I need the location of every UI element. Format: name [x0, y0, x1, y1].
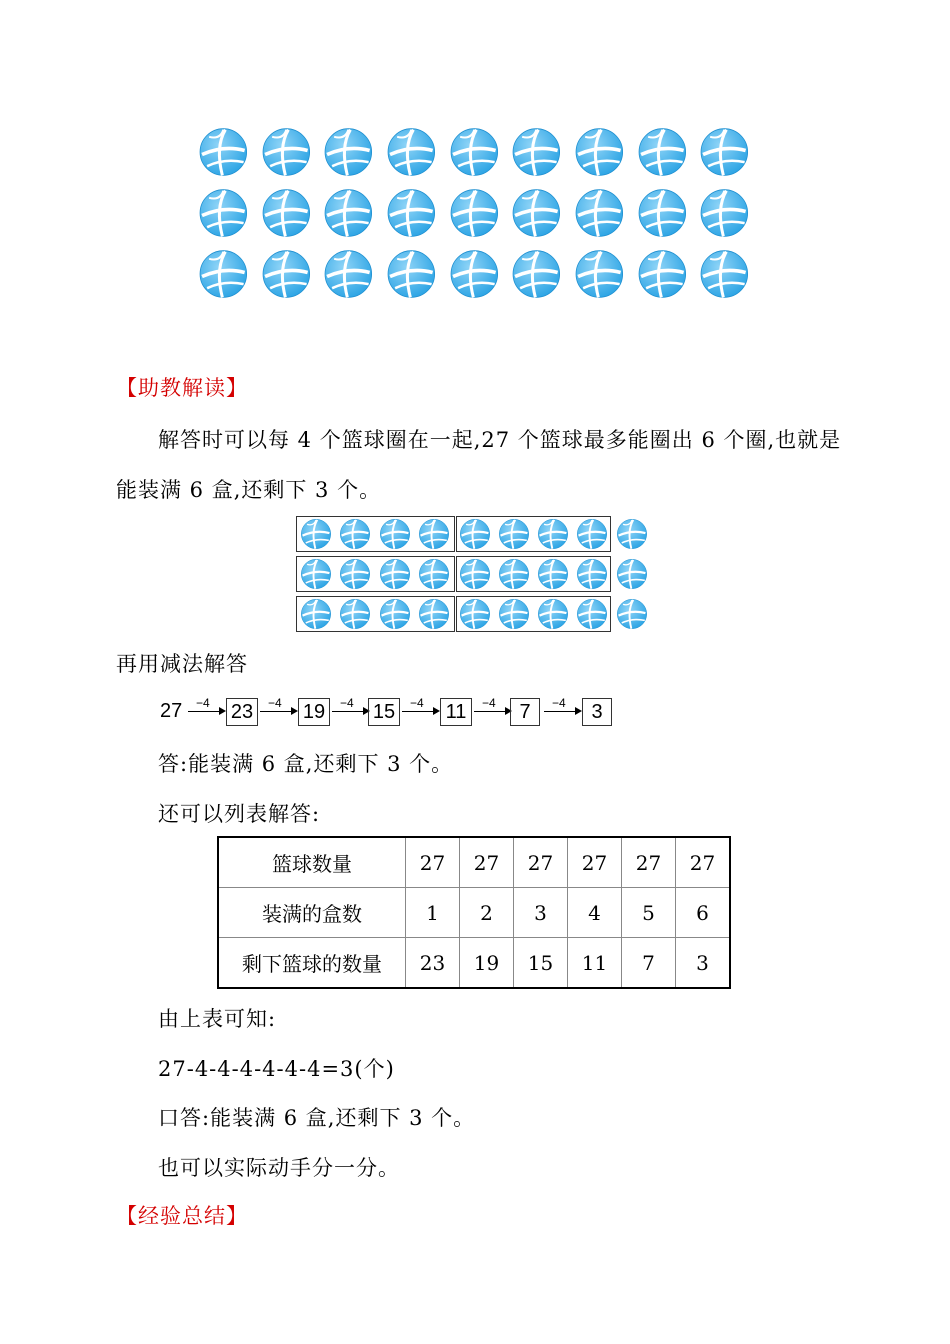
basketball-icon	[339, 598, 371, 630]
table-cell: 27	[514, 837, 568, 888]
explanation-line-1: 解答时可以每 4 个篮球圈在一起,27 个篮球最多能圈出 6 个圈,也就是	[158, 428, 842, 452]
basketball-icon	[574, 187, 625, 239]
table-cell: 27	[622, 837, 676, 888]
table-cell: 27	[676, 837, 731, 888]
chain-result-box: 19	[298, 698, 330, 726]
step-label: −4	[196, 696, 210, 710]
answer-1: 答:能装满 6 盒,还剩下 3 个。	[158, 752, 454, 776]
basketball-icon	[498, 518, 530, 550]
basketball-icon	[576, 598, 608, 630]
chain-result-box: 15	[368, 698, 400, 726]
subtraction-chain	[156, 694, 626, 730]
basketball-icon	[339, 518, 371, 550]
table-cell: 1	[406, 888, 460, 938]
basketball-icon	[537, 518, 569, 550]
basketball-icon	[198, 187, 249, 239]
basketball-icon	[637, 187, 688, 239]
table-row	[218, 888, 730, 938]
ball-row	[198, 248, 750, 302]
basketball-icon	[198, 126, 249, 178]
basketball-icon	[379, 518, 411, 550]
basketball-icon	[459, 518, 491, 550]
leftover-basketball-icon	[616, 598, 648, 630]
basketball-icon	[511, 248, 562, 300]
basketball-icon	[459, 558, 491, 590]
chain-result-box: 11	[440, 698, 472, 726]
basketball-icon	[300, 518, 332, 550]
basketball-icon	[699, 126, 750, 178]
arrow-icon	[474, 698, 512, 720]
basketball-icon	[198, 248, 249, 300]
basketball-icon	[576, 518, 608, 550]
basketball-icon	[637, 248, 688, 300]
ball-row	[198, 187, 750, 241]
row-header: 篮球数量	[218, 837, 406, 888]
basketball-icon	[261, 126, 312, 178]
leftover-basketball-icon	[616, 518, 648, 550]
basketball-icon	[637, 126, 688, 178]
table-row	[218, 837, 730, 888]
table-cell: 23	[406, 938, 460, 989]
basketball-icon	[449, 248, 500, 300]
chain-result-box: 3	[582, 698, 612, 726]
basketball-icon	[699, 187, 750, 239]
step-label: −4	[268, 696, 282, 710]
arrow-icon	[260, 698, 298, 720]
ball-row	[198, 126, 750, 180]
section-title-tutor-explanation: 【助教解读】	[116, 376, 248, 400]
arrow-icon	[188, 698, 226, 720]
basketball-icon	[418, 518, 450, 550]
leftover-basketball-icon	[616, 558, 648, 590]
basketball-icon	[449, 126, 500, 178]
basketball-icon	[498, 558, 530, 590]
basketball-icon	[511, 126, 562, 178]
table-cell: 15	[514, 938, 568, 989]
basketball-icon	[574, 126, 625, 178]
basketball-icon	[339, 558, 371, 590]
basketball-icon	[323, 126, 374, 178]
subtraction-method-title: 再用减法解答	[116, 652, 248, 676]
basketball-icon	[300, 558, 332, 590]
table-cell: 4	[568, 888, 622, 938]
basketball-icon	[379, 598, 411, 630]
table-intro: 还可以列表解答:	[158, 802, 321, 826]
conclusion-intro: 由上表可知:	[158, 1007, 277, 1031]
row-header: 剩下篮球的数量	[218, 938, 406, 989]
chain-result-box: 23	[226, 698, 258, 726]
basketball-icon	[459, 598, 491, 630]
basketball-grid	[198, 126, 750, 309]
section-title-experience-summary: 【经验总结】	[116, 1204, 248, 1228]
arrow-icon	[402, 698, 440, 720]
chain-start: 27	[160, 700, 183, 722]
basketball-icon	[386, 126, 437, 178]
table-cell: 27	[460, 837, 514, 888]
table-cell: 3	[514, 888, 568, 938]
step-label: −4	[410, 696, 424, 710]
table-cell: 2	[460, 888, 514, 938]
table-cell: 27	[568, 837, 622, 888]
basketball-icon	[323, 187, 374, 239]
basketball-icon	[300, 598, 332, 630]
basketball-icon	[699, 248, 750, 300]
solution-table	[217, 836, 731, 989]
basketball-icon	[537, 598, 569, 630]
explanation-line-2: 能装满 6 盒,还剩下 3 个。	[116, 478, 382, 502]
hands-on-note: 也可以实际动手分一分。	[158, 1156, 400, 1180]
basketball-icon	[537, 558, 569, 590]
step-label: −4	[482, 696, 496, 710]
table-cell: 3	[676, 938, 731, 989]
arrow-icon	[544, 698, 582, 720]
chain-result-box: 7	[510, 698, 540, 726]
basketball-icon	[261, 248, 312, 300]
step-label: −4	[552, 696, 566, 710]
row-header: 装满的盒数	[218, 888, 406, 938]
basketball-icon	[386, 187, 437, 239]
basketball-icon	[576, 558, 608, 590]
table-cell: 5	[622, 888, 676, 938]
table-cell: 6	[676, 888, 731, 938]
equation: 27-4-4-4-4-4-4=3(个)	[158, 1057, 395, 1081]
table-row	[218, 938, 730, 989]
table-cell: 7	[622, 938, 676, 989]
basketball-icon	[386, 248, 437, 300]
basketball-icon	[498, 598, 530, 630]
basketball-icon	[418, 558, 450, 590]
table-cell: 19	[460, 938, 514, 989]
arrow-icon	[332, 698, 370, 720]
step-label: −4	[340, 696, 354, 710]
table-cell: 27	[406, 837, 460, 888]
basketball-icon	[449, 187, 500, 239]
basketball-icon	[511, 187, 562, 239]
basketball-icon	[261, 187, 312, 239]
basketball-icon	[323, 248, 374, 300]
answer-2: 口答:能装满 6 盒,还剩下 3 个。	[158, 1106, 476, 1130]
basketball-icon	[379, 558, 411, 590]
table-cell: 11	[568, 938, 622, 989]
basketball-icon	[574, 248, 625, 300]
basketball-icon	[418, 598, 450, 630]
